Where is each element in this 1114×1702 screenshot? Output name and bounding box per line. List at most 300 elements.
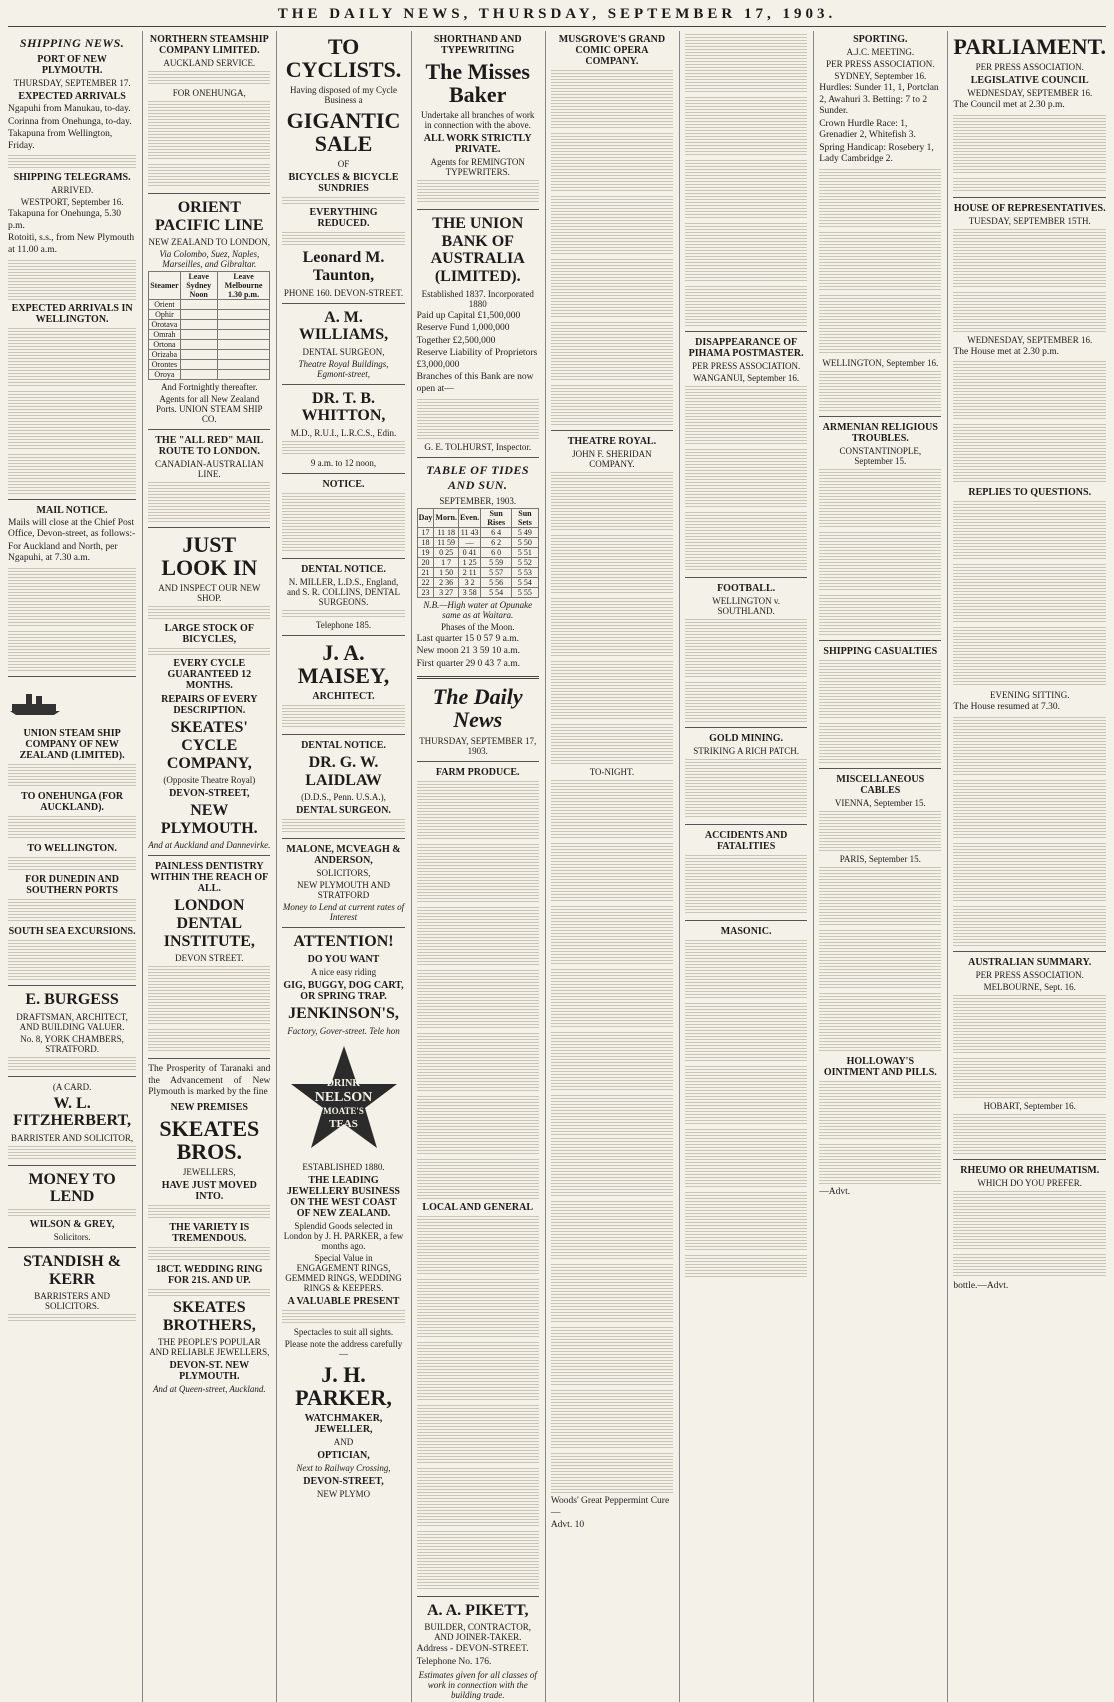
bank-paid-up: Paid up Capital £1,500,000	[416, 310, 521, 321]
divider	[685, 824, 807, 825]
text-filler	[148, 1029, 270, 1053]
mail-notice: MAIL NOTICE.	[36, 504, 108, 516]
peoples: THE PEOPLE'S POPULAR AND RELIABLE JEWELLERS,	[149, 1337, 270, 1358]
bank-branches: Branches of this Bank are now open at—	[416, 372, 534, 395]
wilson-grey: WILSON & GREY,	[29, 1218, 115, 1230]
steamship-icon	[8, 686, 62, 716]
skeates-brothers: SKEATES BROTHERS,	[162, 1299, 256, 1334]
tides-month: SEPTEMBER, 1903.	[439, 495, 517, 506]
new-premises: NEW PREMISES	[170, 1101, 248, 1113]
masthead: THE DAILY NEWS, THURSDAY, SEPTEMBER 17, 1903.	[8, 6, 1106, 27]
orient-sub: NEW ZEALAND TO LONDON,	[148, 237, 271, 248]
tide-cell: 3 27	[434, 587, 459, 597]
divider	[953, 951, 1106, 952]
tide-cell: 11 18	[434, 527, 459, 537]
text-filler	[551, 1138, 673, 1198]
orient-ship: Omrah	[149, 330, 180, 340]
divider	[148, 527, 270, 528]
malone: MALONE, MCVEAGH & ANDERSON,	[286, 844, 401, 867]
text-filler	[819, 595, 941, 635]
text-filler	[819, 930, 941, 990]
text-filler	[417, 781, 539, 841]
column-4	[411, 31, 539, 1702]
tide-cell: 11 59	[434, 537, 459, 547]
text-filler	[685, 855, 807, 915]
tide-cell: 0 25	[434, 547, 459, 557]
rich-patch: STRIKING A RICH PATCH.	[693, 746, 799, 756]
divider	[148, 1058, 270, 1059]
standish-kerr: STANDISH & KERR	[23, 1252, 122, 1288]
text-filler	[551, 1264, 673, 1324]
text-filler	[282, 232, 404, 246]
tuesday-date: TUESDAY, SEPTEMBER 15TH.	[968, 215, 1091, 226]
parliament: PARLIAMENT.	[953, 34, 1106, 59]
whitton: DR. T. B. WHITTON,	[301, 389, 386, 425]
text-filler	[685, 1066, 807, 1126]
text-filler	[685, 940, 807, 1000]
telegram-line: Takapuna for Onehunga, 5.30 p.m.	[8, 209, 122, 231]
divider	[8, 676, 136, 677]
divider	[148, 429, 270, 430]
text-filler	[953, 424, 1106, 484]
text-filler	[953, 178, 1106, 192]
williams: A. M. WILLIAMS,	[298, 308, 389, 344]
tide-cell: 5 50	[512, 537, 539, 547]
tide-cell: 1 25	[458, 557, 480, 567]
text-filler	[819, 1081, 941, 1141]
jewellers: JEWELLERS,	[182, 1167, 236, 1178]
tide-cell: 0 41	[458, 547, 480, 557]
text-filler	[685, 619, 807, 679]
tide-head: Sun Rises	[481, 508, 512, 527]
queen-street: And at Queen-street, Auckland.	[152, 1384, 266, 1395]
devon-street: DEVON-STREET,	[169, 788, 250, 800]
bank-reserve: Reserve Fund 1,000,000	[416, 323, 510, 334]
gold-mining: GOLD MINING.	[709, 733, 784, 744]
wednesday-date: WEDNESDAY, SEPTEMBER 16.	[967, 88, 1093, 99]
please-note: Please note the address carefully—	[284, 1338, 403, 1359]
telegram-line: ARRIVED.	[50, 185, 94, 196]
text-filler	[953, 843, 1106, 903]
bank-together: Together £2,500,000	[416, 335, 496, 346]
dentistry: PAINLESS DENTISTRY WITHIN THE REACH OF ALL.	[150, 861, 269, 895]
editorial-date: THURSDAY, SEPTEMBER 17, 1903.	[419, 735, 537, 756]
advt-marker: Advt. 10	[550, 1520, 585, 1531]
text-filler	[819, 811, 941, 851]
text-filler	[685, 449, 807, 509]
parker: J. H. PARKER,	[295, 1361, 392, 1410]
divider	[282, 927, 404, 928]
just-look-in: JUST LOOK IN	[161, 532, 258, 581]
text-filler	[282, 819, 404, 833]
text-filler	[953, 627, 1106, 687]
text-filler	[282, 610, 404, 617]
divider	[8, 1165, 136, 1166]
text-filler	[8, 260, 136, 300]
text-filler	[417, 1159, 539, 1199]
text-filler	[551, 906, 673, 966]
skeates-cycle: SKEATES' CYCLE COMPANY,	[166, 719, 252, 772]
text-filler	[953, 564, 1106, 624]
misc-cables: MISCELLANEOUS CABLES	[836, 774, 925, 797]
text-filler	[282, 493, 404, 553]
nelson-teas-star-logo	[289, 1044, 399, 1154]
nice-riding: A nice easy riding	[310, 966, 377, 977]
burgess-addr: No. 8, YORK CHAMBERS, STRATFORD.	[20, 1033, 124, 1054]
race-result: Crown Hurdle Race: 1, Grenadier 2, Whitefish 3.	[819, 118, 916, 141]
shipping-date: THURSDAY, SEPTEMBER 17.	[13, 78, 131, 88]
agents: Agents for all New Zealand Ports. UNION STEAM SHIP CO.	[156, 394, 263, 425]
text-filler	[685, 160, 807, 220]
text-filler	[819, 1144, 941, 1184]
text-filler	[551, 472, 673, 532]
star-word: MOATE'S	[323, 1105, 364, 1116]
text-filler	[417, 1033, 539, 1093]
port-heading: PORT OF NEW PLYMOUTH.	[37, 54, 107, 76]
evening-sitting: EVENING SITTING.	[989, 690, 1070, 701]
to-night: TO-NIGHT.	[589, 767, 635, 777]
text-filler	[417, 1468, 539, 1528]
orient-title: ORIENT PACIFIC LINE	[155, 199, 264, 234]
text-filler	[551, 1095, 673, 1135]
gig: GIG, BUGGY, DOG CART, OR SPRING TRAP.	[283, 979, 404, 1002]
undertake: Undertake all branches of work in connection with the above.	[420, 110, 535, 131]
every-cycle: EVERY CYCLE GUARANTEED 12 MONTHS.	[167, 658, 252, 692]
text-filler	[148, 482, 270, 522]
shorthand: SHORTHAND AND TYPEWRITING	[433, 34, 522, 56]
theatre-royal: THEATRE ROYAL.	[567, 436, 657, 447]
variety: THE VARIETY IS TREMENDOUS.	[169, 1222, 250, 1245]
text-filler	[417, 180, 539, 204]
tide-cell: 5 59	[481, 557, 512, 567]
all-work-private: ALL WORK STRICTLY PRIVATE.	[423, 133, 532, 156]
divider	[282, 734, 404, 735]
press-association-4: PER PRESS ASSOCIATION.	[975, 969, 1084, 980]
press-association-3: PER PRESS ASSOCIATION.	[975, 62, 1084, 73]
tide-cell: 1 50	[434, 567, 459, 577]
text-filler	[8, 454, 136, 494]
orient-ship: Orotava	[149, 320, 180, 330]
armenian-troubles: ARMENIAN RELIGIOUS TROUBLES.	[822, 422, 938, 445]
tide-cell: 20	[417, 557, 434, 567]
orient-ship: Ophir	[149, 310, 180, 320]
sale-of: OF	[337, 159, 350, 170]
text-filler	[551, 1453, 673, 1493]
orient-col-head: Steamer	[149, 272, 180, 300]
house-resumed: The House resumed at 7.30.	[953, 702, 1061, 713]
divider	[8, 1076, 136, 1077]
text-filler	[282, 705, 404, 729]
mail-line: For Auckland and North, per Ngapuhi, at 7.30 a.m.	[8, 541, 118, 564]
tide-row	[417, 577, 538, 587]
dental-notice: DENTAL NOTICE.	[301, 563, 386, 575]
to-cyclists: TO CYCLISTS.	[285, 34, 402, 83]
moon-phase: Last quarter 15 0 57 9 a.m.	[416, 633, 519, 644]
burgess-name: E. BURGESS	[25, 990, 119, 1008]
dental-surgeon: DENTAL SURGEON,	[302, 346, 385, 357]
phone-devon: PHONE 160. DEVON-STREET.	[283, 287, 404, 298]
union-bank: THE UNION BANK OF AUSTRALIA (LIMITED).	[430, 215, 525, 285]
column-1	[8, 31, 136, 1702]
valuable-present: A VALUABLE PRESENT	[287, 1295, 400, 1307]
hours: 9 a.m. to 12 noon,	[310, 457, 377, 468]
tide-row	[417, 587, 538, 597]
text-filler	[685, 759, 807, 819]
tide-cell: 2 11	[458, 567, 480, 577]
text-filler	[417, 1096, 539, 1156]
divider	[282, 838, 404, 839]
text-filler	[685, 1255, 807, 1279]
orient-ship: Orient	[149, 300, 180, 310]
do-you-want: DO YOU WANT	[307, 953, 380, 965]
south-sea: SOUTH SEA EXCURSIONS.	[8, 925, 136, 937]
wellington-southland: WELLINGTON v. SOUTHLAND.	[712, 596, 780, 616]
hobart-date: HOBART, September 16.	[983, 1100, 1076, 1111]
tide-cell: 23	[417, 587, 434, 597]
text-filler	[8, 1314, 136, 1321]
text-filler	[953, 995, 1106, 1055]
tides-title: TABLE OF TIDES AND SUN.	[426, 462, 530, 492]
text-filler	[551, 969, 673, 1029]
which-prefer: WHICH DO YOU PREFER.	[977, 1177, 1083, 1188]
divider	[417, 761, 539, 762]
text-filler	[953, 906, 1106, 946]
column-3	[276, 31, 404, 1702]
text-filler	[551, 70, 673, 130]
telegram-line: WESTPORT, September 16.	[20, 197, 124, 208]
tide-cell: —	[458, 537, 480, 547]
splendid-goods: Splendid Goods selected in London by J. H. PARKER, a few months ago.	[283, 1220, 404, 1251]
house-met: The House met at 2.30 p.m.	[953, 346, 1059, 357]
column-2	[142, 31, 270, 1702]
auckland-service: AUCKLAND SERVICE.	[163, 58, 256, 68]
canadian-line: CANADIAN-AUSTRALIAN LINE.	[155, 459, 264, 480]
wilson-desc: Solicitors.	[53, 1231, 91, 1242]
text-filler	[8, 764, 136, 788]
fortnightly: And Fortnightly thereafter.	[160, 382, 258, 393]
bicycles-stock: LARGE STOCK OF BICYCLES,	[164, 623, 254, 646]
shipping-news-header: SHIPPING NEWS.	[19, 36, 125, 50]
holloway-ointment: HOLLOWAY'S OINTMENT AND PILLS.	[823, 1056, 937, 1079]
sporting: SPORTING.	[853, 34, 908, 45]
moon-phase: New moon 21 3 59 10 a.m.	[416, 646, 521, 657]
text-filler	[685, 34, 807, 94]
text-filler	[551, 1327, 673, 1387]
tide-head: Even.	[458, 508, 480, 527]
gigantic-sale: GIGANTIC SALE	[286, 108, 401, 157]
sydney-date: SYDNEY, September 16.	[834, 71, 927, 81]
text-filler	[417, 907, 539, 967]
tide-cell: 5 56	[481, 577, 512, 587]
text-filler	[148, 1289, 270, 1296]
expected-wellington: EXPECTED ARRIVALS IN WELLINGTON.	[11, 302, 133, 325]
text-filler	[551, 1032, 673, 1092]
council-met: The Council met at 2.30 p.m.	[953, 100, 1065, 111]
replies-questions: REPLIES TO QUESTIONS.	[968, 487, 1092, 499]
theatre-buildings: Theatre Royal Buildings, Egmont-street,	[298, 358, 389, 379]
text-filler	[953, 1058, 1106, 1098]
text-filler	[551, 780, 673, 840]
southern-ports: FOR DUNEDIN AND SOUTHERN PORTS	[25, 873, 120, 896]
miller-collins: N. MILLER, L.D.S., England, and S. R. COLLINS, DENTAL SURGEONS.	[286, 576, 401, 607]
tide-cell: 21	[417, 567, 434, 577]
tide-cell: 2 36	[434, 577, 459, 587]
orient-ship: Orizaba	[149, 350, 180, 360]
notice: NOTICE.	[322, 478, 365, 490]
text-filler	[685, 223, 807, 283]
shipping-telegrams: SHIPPING TELEGRAMS.	[13, 172, 131, 184]
divider	[282, 303, 404, 304]
wanganui-date: WANGANUI, September 16.	[693, 373, 800, 383]
standish-desc: BARRISTERS AND SOLICITORS.	[34, 1291, 110, 1312]
tide-cell: 5 54	[481, 587, 512, 597]
orient-col-head: Leave Sydney Noon	[180, 272, 217, 300]
text-filler	[819, 169, 941, 229]
divider	[685, 577, 807, 578]
text-filler	[148, 1247, 270, 1261]
tolhurst: G. E. TOLHURST, Inspector.	[424, 441, 532, 452]
divider	[282, 473, 404, 474]
mail-line: Mails will close at the Chief Post Office, Devon-street, as follows:-	[8, 517, 136, 540]
text-filler	[551, 385, 673, 425]
tide-row	[417, 547, 538, 557]
advt-marker: —Advt.	[819, 1187, 851, 1198]
pikett-telephone: Telephone No. 176.	[416, 1656, 492, 1667]
text-filler	[417, 1342, 539, 1402]
local-general: LOCAL AND GENERAL	[422, 1201, 533, 1213]
text-filler	[551, 535, 673, 595]
text-filler	[8, 857, 136, 871]
text-filler	[148, 648, 270, 655]
misses-baker: The Misses Baker	[425, 59, 530, 108]
tide-table	[417, 508, 539, 598]
text-filler	[8, 631, 136, 671]
wellington-date: WELLINGTON, September 16.	[822, 358, 939, 369]
card-label: (A CARD.	[52, 1081, 92, 1092]
tide-cell: 17	[417, 527, 434, 537]
optician: OPTICIAN,	[317, 1449, 370, 1461]
leonard-taunton: Leonard M. Taunton,	[302, 249, 385, 284]
text-filler	[819, 371, 941, 411]
text-filler	[417, 844, 539, 904]
ajc-meeting: A.J.C. MEETING.	[846, 47, 915, 57]
divider	[819, 768, 941, 769]
divider	[8, 985, 136, 986]
tide-head: Morn.	[434, 508, 459, 527]
text-filler	[417, 970, 539, 1030]
divider	[8, 499, 136, 500]
pikett-estimates: Estimates given for all classes of work in connection with the building trade.	[418, 1670, 537, 1701]
text-filler	[953, 1254, 1106, 1278]
everything-reduced: EVERYTHING REDUCED.	[309, 207, 378, 230]
tide-cell: 5 49	[512, 527, 539, 537]
text-filler	[685, 682, 807, 722]
text-filler	[685, 1192, 807, 1252]
musgrove-title: MUSGROVE'S GRAND COMIC OPERA COMPANY.	[558, 34, 666, 67]
orient-col-head: Leave Melbourne 1.30 p.m.	[217, 272, 270, 300]
text-filler	[953, 361, 1106, 421]
tide-cell: 5 53	[512, 567, 539, 577]
text-filler	[8, 1146, 136, 1160]
text-filler	[148, 966, 270, 1026]
inspect-shop: AND INSPECT OUR NEW SHOP.	[158, 583, 261, 604]
star-word: NELSON	[314, 1089, 373, 1105]
tide-cell: 5 52	[512, 557, 539, 567]
tide-cell: 18	[417, 537, 434, 547]
usc-title: UNION STEAM SHIP COMPANY OF NEW ZEALAND (LIMITED).	[19, 727, 125, 761]
laidlaw: DR. G. W. LAIDLAW	[305, 754, 382, 789]
tide-row	[417, 557, 538, 567]
and: AND	[333, 1436, 354, 1447]
divider	[417, 457, 539, 458]
text-filler	[685, 512, 807, 572]
text-filler	[953, 501, 1106, 561]
text-filler	[551, 1390, 673, 1450]
watchmaker: WATCHMAKER, JEWELLER,	[304, 1412, 383, 1435]
whitton-degree: M.D., R.U.I., L.R.C.S., Edin.	[290, 427, 397, 438]
text-filler	[685, 97, 807, 157]
text-filler	[417, 1531, 539, 1591]
star-word: DRINK	[326, 1077, 361, 1089]
tide-cell: 5 51	[512, 547, 539, 557]
text-filler	[8, 1057, 136, 1071]
tide-head: Day	[417, 508, 434, 527]
jewellery-business: THE LEADING JEWELLERY BUSINESS ON THE WEST COAST OF NEW ZEALAND.	[287, 1174, 400, 1219]
press-association: PER PRESS ASSOCIATION.	[691, 361, 801, 371]
tide-cell: 22	[417, 577, 434, 587]
text-filler	[551, 843, 673, 903]
column-8	[947, 31, 1106, 1702]
house-of-reps: HOUSE OF REPRESENTATIVES.	[953, 202, 1106, 214]
sheridan-company: JOHN F. SHERIDAN COMPANY.	[572, 449, 652, 469]
tide-cell: 1 7	[434, 557, 459, 567]
architect: ARCHITECT.	[312, 691, 375, 703]
text-filler	[953, 1191, 1106, 1251]
tide-row	[417, 537, 538, 547]
factory: Factory, Gover-street. Tele hon	[287, 1025, 400, 1036]
column-5	[545, 31, 673, 1702]
text-filler	[551, 661, 673, 721]
fitzherbert-name: W. L. FITZHERBERT,	[13, 1094, 132, 1130]
text-filler	[953, 292, 1106, 332]
orient-ship: Ortona	[149, 340, 180, 350]
column-6	[679, 31, 807, 1702]
text-filler	[953, 717, 1106, 777]
text-filler	[8, 568, 136, 628]
prosperity: The Prosperity of Taranaki and the Advancement of New Plymouth is marked by the fine	[148, 1064, 271, 1098]
text-filler	[551, 259, 673, 319]
expected-arrivals: EXPECTED ARRIVALS	[18, 91, 126, 102]
columns	[8, 31, 1106, 1701]
divider	[282, 384, 404, 385]
vienna-date: VIENNA, September 15.	[834, 798, 926, 809]
pikett-desc: BUILDER, CONTRACTOR, AND JOINER-TAKER.	[424, 1622, 531, 1643]
divider	[953, 1159, 1106, 1160]
text-filler	[819, 867, 941, 927]
text-filler	[551, 322, 673, 382]
london-dental: LONDON DENTAL INSTITUTE,	[163, 897, 255, 950]
text-filler	[8, 155, 136, 169]
bank-established: Established 1837. Incorporated 1880	[421, 288, 534, 309]
jenkinson: JENKINSON'S,	[288, 1004, 399, 1022]
divider	[685, 331, 807, 332]
text-filler	[953, 1114, 1106, 1154]
attention: ATTENTION!	[293, 933, 394, 951]
shipping-casualties: SHIPPING CASUALTIES	[823, 646, 938, 658]
text-filler	[685, 1003, 807, 1063]
divider	[417, 676, 539, 679]
farm-produce: FARM PRODUCE.	[435, 766, 520, 778]
